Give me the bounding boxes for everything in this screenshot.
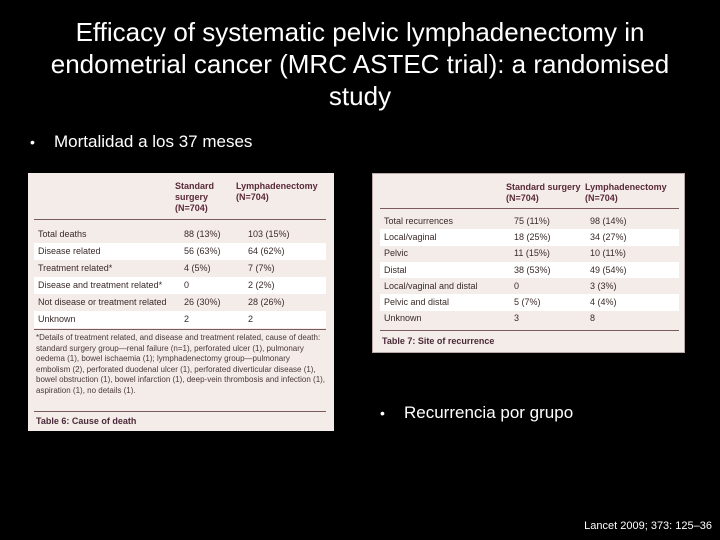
row-lymph: 98 (14%) xyxy=(590,215,627,226)
slide-title: Efficacy of systematic pelvic lymphadenectomy in endometrial cancer (MRC ASTEC trial): a randomised study xyxy=(50,17,670,111)
row-label: Unknown xyxy=(384,313,422,324)
table-site-of-recurrence xyxy=(372,173,685,353)
row-label: Treatment related* xyxy=(38,263,113,273)
t7-col1-line2: (N=704) xyxy=(506,193,539,203)
row-standard: 18 (25%) xyxy=(514,231,551,242)
row-lymph: 2 xyxy=(248,314,254,324)
t7-caption: Table 7: Site of recurrence xyxy=(382,336,495,346)
table-row xyxy=(380,311,679,327)
row-lymph: 8 xyxy=(590,313,596,324)
citation: Lancet 2009; 373: 125–36 xyxy=(584,520,712,532)
row-standard: 5 (7%) xyxy=(514,297,541,308)
table-row xyxy=(34,311,326,328)
row-label: Local/vaginal xyxy=(384,231,437,242)
t6-header-rule xyxy=(34,219,326,220)
t7-col1-line1: Standard surgery xyxy=(506,182,581,192)
table-row xyxy=(380,294,679,310)
table-row xyxy=(380,262,679,278)
table-row xyxy=(380,229,679,245)
t6-caption: Table 6: Cause of death xyxy=(36,416,137,426)
t6-caption-rule xyxy=(34,411,326,412)
row-standard: 38 (53%) xyxy=(514,264,551,275)
t6-rows xyxy=(34,226,326,328)
bullet-recurrence xyxy=(370,403,573,423)
row-lymph: 64 (62%) xyxy=(248,246,285,256)
row-lymph: 2 (2%) xyxy=(248,280,275,290)
row-standard: 0 xyxy=(514,280,520,291)
row-label: Total deaths xyxy=(38,229,87,239)
row-standard: 11 (15%) xyxy=(514,248,550,259)
table-row xyxy=(34,226,326,243)
table-row xyxy=(34,294,326,311)
row-label: Disease related xyxy=(38,246,101,256)
row-standard: 2 xyxy=(184,314,190,324)
table-row xyxy=(380,213,679,229)
t7-rows xyxy=(380,213,679,327)
row-label: Not disease or treatment related xyxy=(38,297,167,307)
t6-col1-line1: Standard xyxy=(175,181,215,191)
row-label: Total recurrences xyxy=(384,215,454,226)
bullet-mortality-text: Mortalidad a los 37 meses xyxy=(54,132,253,151)
row-lymph: 34 (27%) xyxy=(590,231,627,242)
t6-col-standard-header xyxy=(175,181,214,214)
table-row xyxy=(380,278,679,294)
table-row xyxy=(380,246,679,262)
t7-caption-rule xyxy=(380,330,679,331)
row-lymph: 10 (11%) xyxy=(590,248,626,259)
t7-col-lymph-header xyxy=(585,182,667,204)
bullet-recurrence-text: Recurrencia por grupo xyxy=(404,403,574,422)
t7-col2-line1: Lymphadenectomy xyxy=(585,182,667,192)
row-label: Pelvic xyxy=(384,248,409,259)
table-cause-of-death xyxy=(28,173,334,431)
bullet-dot-icon: • xyxy=(30,134,35,150)
row-lymph: 3 (3%) xyxy=(590,280,617,291)
t7-col2-line2: (N=704) xyxy=(585,193,618,203)
t6-col1-line3: (N=704) xyxy=(175,203,208,213)
row-lymph: 103 (15%) xyxy=(248,229,290,239)
t7-header-rule xyxy=(380,208,679,209)
t6-col1-line2: surgery xyxy=(175,192,209,202)
table-row xyxy=(34,260,326,277)
table-row xyxy=(34,243,326,260)
t6-col-lymph-header xyxy=(236,181,318,203)
row-lymph: 7 (7%) xyxy=(248,263,275,273)
row-standard: 4 (5%) xyxy=(184,263,211,273)
row-label: Unknown xyxy=(38,314,76,324)
row-label: Distal xyxy=(384,264,407,275)
t6-col2-line2: (N=704) xyxy=(236,192,269,202)
row-lymph: 49 (54%) xyxy=(590,264,627,275)
bullet-dot-icon: • xyxy=(380,405,385,421)
t6-col2-line1: Lymphadenectomy xyxy=(236,181,318,191)
row-label: Local/vaginal and distal xyxy=(384,280,478,291)
row-label: Disease and treatment related* xyxy=(38,280,163,290)
row-standard: 88 (13%) xyxy=(184,229,221,239)
t6-body-rule xyxy=(34,329,326,330)
t7-col-standard-header xyxy=(506,182,581,204)
row-standard: 26 (30%) xyxy=(184,297,221,307)
row-lymph: 4 (4%) xyxy=(590,297,617,308)
row-standard: 75 (11%) xyxy=(514,215,550,226)
bullet-mortality xyxy=(20,132,252,152)
table-row xyxy=(34,277,326,294)
row-lymph: 28 (26%) xyxy=(248,297,285,307)
row-standard: 56 (63%) xyxy=(184,246,221,256)
t6-footnote: *Details of treatment related, and disease and treatment related, cause of death: standard surgery group—renal failure (n=1), perforated ulcer (1), pulmonary oedema (1), bowel ischaemia (1); lymphadenectomy group—pulmonary embolism (2), perforated duodenal ulcer (1), perforated diverticular disease (1), bowel obstruction (1), bowel infarction (1), deep-vein thrombosis and infection (1), aspiration (1), no details (1). xyxy=(36,333,326,395)
row-standard: 0 xyxy=(184,280,190,290)
row-standard: 3 xyxy=(514,313,520,324)
row-label: Pelvic and distal xyxy=(384,297,450,308)
